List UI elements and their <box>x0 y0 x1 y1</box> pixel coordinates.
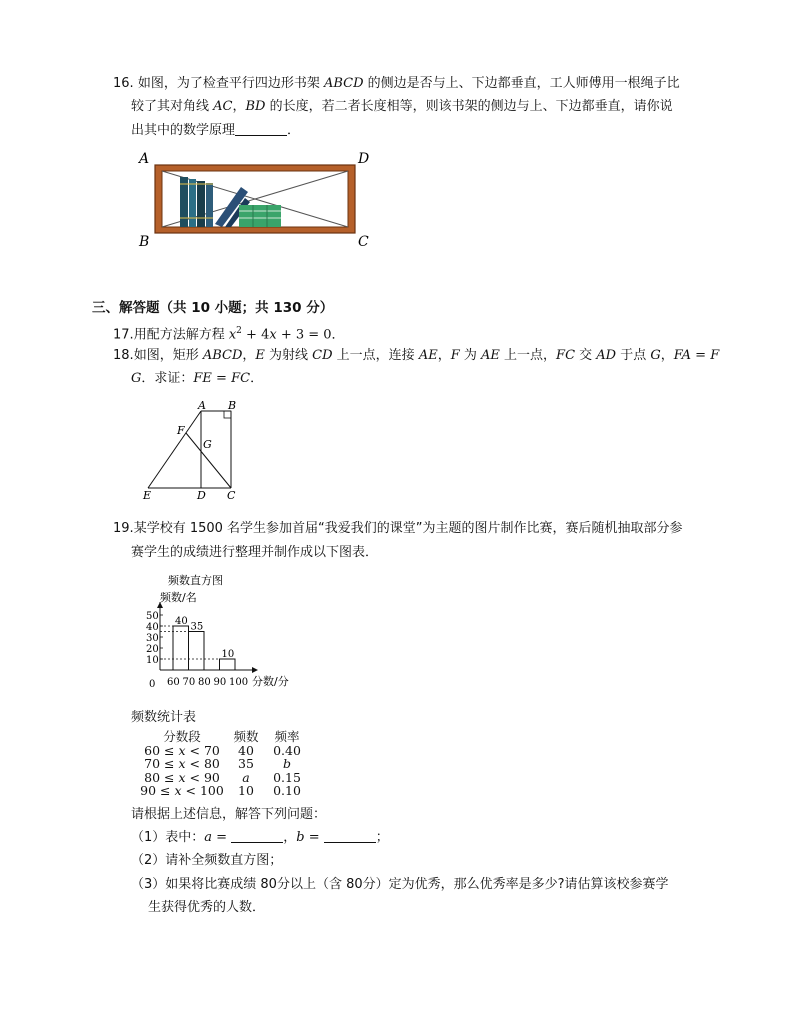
label-f: F <box>177 424 185 437</box>
range-part: < <box>185 756 204 771</box>
range-part: < <box>181 783 200 798</box>
q17-eq: + 4 <box>241 327 270 343</box>
right-angle-mark <box>224 411 231 418</box>
q16-number: 16. <box>113 76 134 91</box>
q18-math: FE <box>193 371 212 386</box>
q18-line-1 <box>113 344 719 367</box>
q18-text: 上一点，连接 <box>332 348 419 363</box>
q18-math: E <box>255 348 265 363</box>
frequency-histogram <box>140 572 300 692</box>
table-cell-count: 10 <box>238 783 254 798</box>
q16-text: ． <box>287 123 301 138</box>
q17-eq-sup: 2 <box>236 326 242 336</box>
bar-value-label: 40 <box>175 616 188 627</box>
range-part: 100 <box>199 783 224 798</box>
q18-text: ．求证： <box>141 371 194 386</box>
range-part: 60 <box>144 742 161 758</box>
q17-text: ． <box>331 327 345 343</box>
range-part: x <box>178 769 186 785</box>
table-cell-count: a <box>242 769 250 785</box>
q16-abcd: ABCD <box>323 76 364 91</box>
q16-answer-blank[interactable] <box>235 121 287 136</box>
frequency-table <box>138 730 308 798</box>
q19-prompt: 请根据上述信息，解答下列问题： <box>131 807 327 822</box>
table-cell-range <box>138 771 226 785</box>
q18-math: AD <box>596 348 617 363</box>
range-part: < <box>185 769 204 785</box>
table-cell-range <box>138 784 226 798</box>
q18-math: F <box>450 348 460 363</box>
q17-eq: x <box>228 327 237 343</box>
q18-text: = <box>211 371 232 386</box>
q18-text: 于点 <box>616 348 651 363</box>
q19-sub1-text: ； <box>375 830 389 845</box>
table-header-row <box>138 730 308 744</box>
range-part: x <box>174 783 182 798</box>
q18-text: 上一点， <box>499 348 557 363</box>
table-cell-count: 35 <box>238 756 254 771</box>
q18-text: 交 <box>575 348 597 363</box>
q18-math: FC <box>231 371 251 386</box>
q17-eq: x <box>269 327 277 343</box>
q16-text: 如图，为了检查平行四边形书架 <box>137 76 324 91</box>
y-tick-label: 50 <box>146 611 159 622</box>
q16-ac: AC <box>213 99 233 114</box>
q16-text: 较了其对角线 <box>131 99 214 114</box>
table-row <box>138 771 308 785</box>
answer-blank-a[interactable] <box>231 828 283 843</box>
table-row <box>138 744 308 758</box>
range-part: 80 <box>203 756 220 771</box>
q18-math: AE <box>481 348 500 363</box>
label-b: B <box>139 234 150 250</box>
range-part: x <box>178 756 186 771</box>
q18-text: ， <box>437 348 451 363</box>
label-a: A <box>198 400 206 412</box>
range-part: 80 <box>144 769 161 785</box>
q19-sub1-b: b <box>296 830 305 845</box>
table-cell-range <box>138 757 226 771</box>
y-tick-label: 30 <box>146 633 159 644</box>
q18-text: 为 <box>459 348 482 363</box>
q17-text: 用配方法解方程 <box>133 327 229 343</box>
q16-line-2 <box>131 95 673 118</box>
q18-math: G <box>650 348 661 363</box>
range-part: ≤ <box>160 769 179 785</box>
table-cell-rate: b <box>282 756 291 771</box>
q17-line <box>113 320 345 346</box>
x-tick-label: 60 <box>167 677 180 688</box>
q18-math: ABCD <box>202 348 243 363</box>
q16-line-3 <box>131 119 300 142</box>
q19-sub2: （2）请补全频数直方图； <box>131 853 283 868</box>
range-part: 70 <box>144 756 161 771</box>
q18-line-2 <box>131 367 263 390</box>
q17-eq: + 3 = 0 <box>276 327 332 343</box>
q18-number: 18. <box>113 348 134 363</box>
q19-sub3-line-2: 生获得优秀的人数． <box>148 900 266 915</box>
q19-line-1 <box>113 517 683 540</box>
x-tick-label: 90 <box>213 677 227 688</box>
table-title: 频数统计表 <box>131 710 197 725</box>
y-axis-label: 频数/名 <box>160 591 197 604</box>
table-header-cell: 分数段 <box>163 729 201 744</box>
table-cell-rate: 0.10 <box>273 783 301 798</box>
bookshelf-figure <box>135 148 385 252</box>
q18-math: FA <box>673 348 692 363</box>
y-tick-label: 0 <box>149 679 156 690</box>
table-header-cell: 频率 <box>274 729 300 744</box>
range-part: 90 <box>140 783 157 798</box>
table-cell-count: 40 <box>238 742 254 758</box>
range-part: 90 <box>203 769 220 785</box>
q19-sub1-text: （1）表中： <box>131 830 205 845</box>
y-tick-label: 10 <box>146 655 159 666</box>
q19-line-2: 赛学生的成绩进行整理并制作成以下图表． <box>131 545 379 560</box>
histogram-bar <box>173 626 189 670</box>
q16-text: 出其中的数学原理 <box>131 123 236 138</box>
y-tick-label: 40 <box>146 622 159 633</box>
q16-bd: BD <box>245 99 266 114</box>
histogram-bar <box>189 632 205 671</box>
x-axis-label: 分数/分 <box>252 675 289 688</box>
x-tick-label: 80 <box>198 677 211 688</box>
q18-text: 如图，矩形 <box>133 348 203 363</box>
q18-text: ， <box>660 348 674 363</box>
q18-math: FC <box>556 348 576 363</box>
range-part: ≤ <box>160 742 179 758</box>
q16-text: ， <box>232 99 246 114</box>
table-cell-range <box>138 744 226 758</box>
label-c: C <box>227 489 236 502</box>
range-part: ≤ <box>156 783 175 798</box>
y-tick-label: 20 <box>146 644 159 655</box>
histogram-bar <box>220 659 236 670</box>
q19-sub1-a: a <box>204 830 213 845</box>
q18-math: G <box>131 371 142 386</box>
table-cell-rate: 0.40 <box>273 742 301 758</box>
label-e: E <box>143 489 152 502</box>
bar-value-label: 10 <box>221 649 235 660</box>
label-a: A <box>139 151 150 167</box>
q19-sub1-text: ， <box>283 830 297 845</box>
table-cell-rate: 0.15 <box>273 769 301 785</box>
bar-value-label: 35 <box>190 621 204 633</box>
q18-text: ． <box>250 371 264 386</box>
table-row <box>138 757 308 771</box>
q19-sub3-line-1: （3）如果将比赛成绩 80分以上（含 80分）定为优秀，那么优秀率是多少?请估算该校参赛学 <box>131 877 669 892</box>
range-part: ≤ <box>160 756 179 771</box>
label-d: D <box>197 489 206 502</box>
q16-line-1 <box>113 72 680 95</box>
answer-blank-b[interactable] <box>324 828 376 843</box>
q16-text: 的侧边是否与上、下边都垂直，工人师傅用一根绳子比 <box>363 76 680 91</box>
range-part: < <box>185 742 204 758</box>
chart-title: 频数直方图 <box>168 574 223 587</box>
q16-text: 的长度，若二者长度相等，则该书架的侧边与上、下边都垂直，请你说 <box>265 99 673 114</box>
table-row <box>138 784 308 798</box>
q19-text: 某学校有 1500 名学生参加首届“我爱我们的课堂”为主题的图片制作比赛，赛后随机抽取部分参 <box>133 521 683 536</box>
q19-sub1-text: = <box>304 830 324 845</box>
q18-text: = <box>691 348 711 363</box>
x-tick-label: 100 <box>229 677 249 688</box>
q18-text: 为射线 <box>264 348 313 363</box>
x-tick-label: 70 <box>182 677 196 688</box>
q19-sub1-text: = <box>212 830 232 845</box>
q18-math: AE <box>418 348 438 363</box>
q18-math: F <box>710 348 720 363</box>
label-g: G <box>203 438 212 451</box>
label-d: D <box>358 151 370 167</box>
segment-ea <box>148 411 201 488</box>
q18-math: CD <box>312 348 333 363</box>
range-part: 70 <box>203 742 220 758</box>
q19-number: 19. <box>113 521 134 536</box>
q18-text: ， <box>242 348 256 363</box>
range-part: x <box>178 742 186 758</box>
q19-sub1 <box>131 826 389 849</box>
label-c: C <box>358 234 369 250</box>
label-b: B <box>228 400 237 412</box>
q17-number: 17. <box>113 327 134 343</box>
section-title: 三、解答题（共 10 小题；共 130 分） <box>92 300 334 316</box>
rectangle-figure <box>140 400 250 502</box>
x-axis-arrow <box>252 667 258 673</box>
table-header-cell: 频数 <box>233 729 259 744</box>
